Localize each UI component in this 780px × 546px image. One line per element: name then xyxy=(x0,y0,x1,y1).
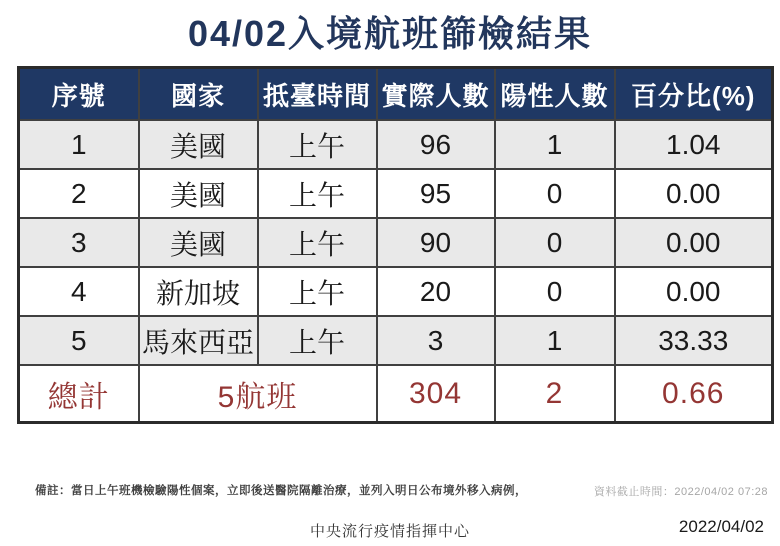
cell-country: 美國 xyxy=(139,218,258,267)
total-percent: 0.66 xyxy=(615,365,773,423)
cell-arrival: 上午 xyxy=(258,120,377,169)
cell-positive: 1 xyxy=(495,120,615,169)
cell-percent: 1.04 xyxy=(615,120,773,169)
table-row xyxy=(19,267,773,316)
data-cutoff-time: 資料截止時間：2022/04/02 07:28 xyxy=(593,486,768,498)
cell-positive: 1 xyxy=(495,316,615,365)
cell-serial: 1 xyxy=(19,120,139,169)
total-row xyxy=(19,365,773,423)
cell-arrival: 上午 xyxy=(258,218,377,267)
cell-percent: 0.00 xyxy=(615,267,773,316)
cell-serial: 4 xyxy=(19,267,139,316)
report-date: 2022/04/02 xyxy=(678,517,764,536)
flight-screening-table xyxy=(17,66,774,424)
header-cell-actual: 實際人數 xyxy=(377,68,495,121)
cell-serial: 3 xyxy=(19,218,139,267)
header-cell-positive: 陽性人數 xyxy=(495,68,615,121)
cell-arrival: 上午 xyxy=(258,316,377,365)
total-positive: 2 xyxy=(495,365,615,423)
cell-country: 新加坡 xyxy=(139,267,258,316)
total-label: 總計 xyxy=(19,365,139,423)
header-cell-arrival: 抵臺時間 xyxy=(258,68,377,121)
header-cell-country: 國家 xyxy=(139,68,258,121)
table-row xyxy=(19,169,773,218)
header-cell-percent: 百分比(%) xyxy=(615,68,773,121)
cell-country: 馬來西亞 xyxy=(139,316,258,365)
cell-serial: 5 xyxy=(19,316,139,365)
total-actual: 304 xyxy=(377,365,495,423)
table-row xyxy=(19,218,773,267)
cell-positive: 0 xyxy=(495,267,615,316)
total-flights: 5航班 xyxy=(139,365,377,423)
cell-arrival: 上午 xyxy=(258,169,377,218)
table-row xyxy=(19,120,773,169)
header-row xyxy=(19,68,773,121)
header-cell-serial: 序號 xyxy=(19,68,139,121)
cell-percent: 33.33 xyxy=(615,316,773,365)
cell-actual: 90 xyxy=(377,218,495,267)
cell-positive: 0 xyxy=(495,218,615,267)
cell-actual: 3 xyxy=(377,316,495,365)
cell-arrival: 上午 xyxy=(258,267,377,316)
cell-percent: 0.00 xyxy=(615,169,773,218)
cell-country: 美國 xyxy=(139,120,258,169)
page-title: 04/02入境航班篩檢結果 xyxy=(187,13,593,54)
cell-percent: 0.00 xyxy=(615,218,773,267)
cell-country: 美國 xyxy=(139,169,258,218)
cell-actual: 96 xyxy=(377,120,495,169)
table-row xyxy=(19,316,773,365)
cell-serial: 2 xyxy=(19,169,139,218)
cell-actual: 20 xyxy=(377,267,495,316)
footnote: 備註：當日上午班機檢驗陽性個案，立即後送醫院隔離治療，並列入明日公布境外移入病例， xyxy=(35,485,527,497)
cell-actual: 95 xyxy=(377,169,495,218)
organization-name: 中央流行疫情指揮中心 xyxy=(309,523,470,540)
cell-positive: 0 xyxy=(495,169,615,218)
